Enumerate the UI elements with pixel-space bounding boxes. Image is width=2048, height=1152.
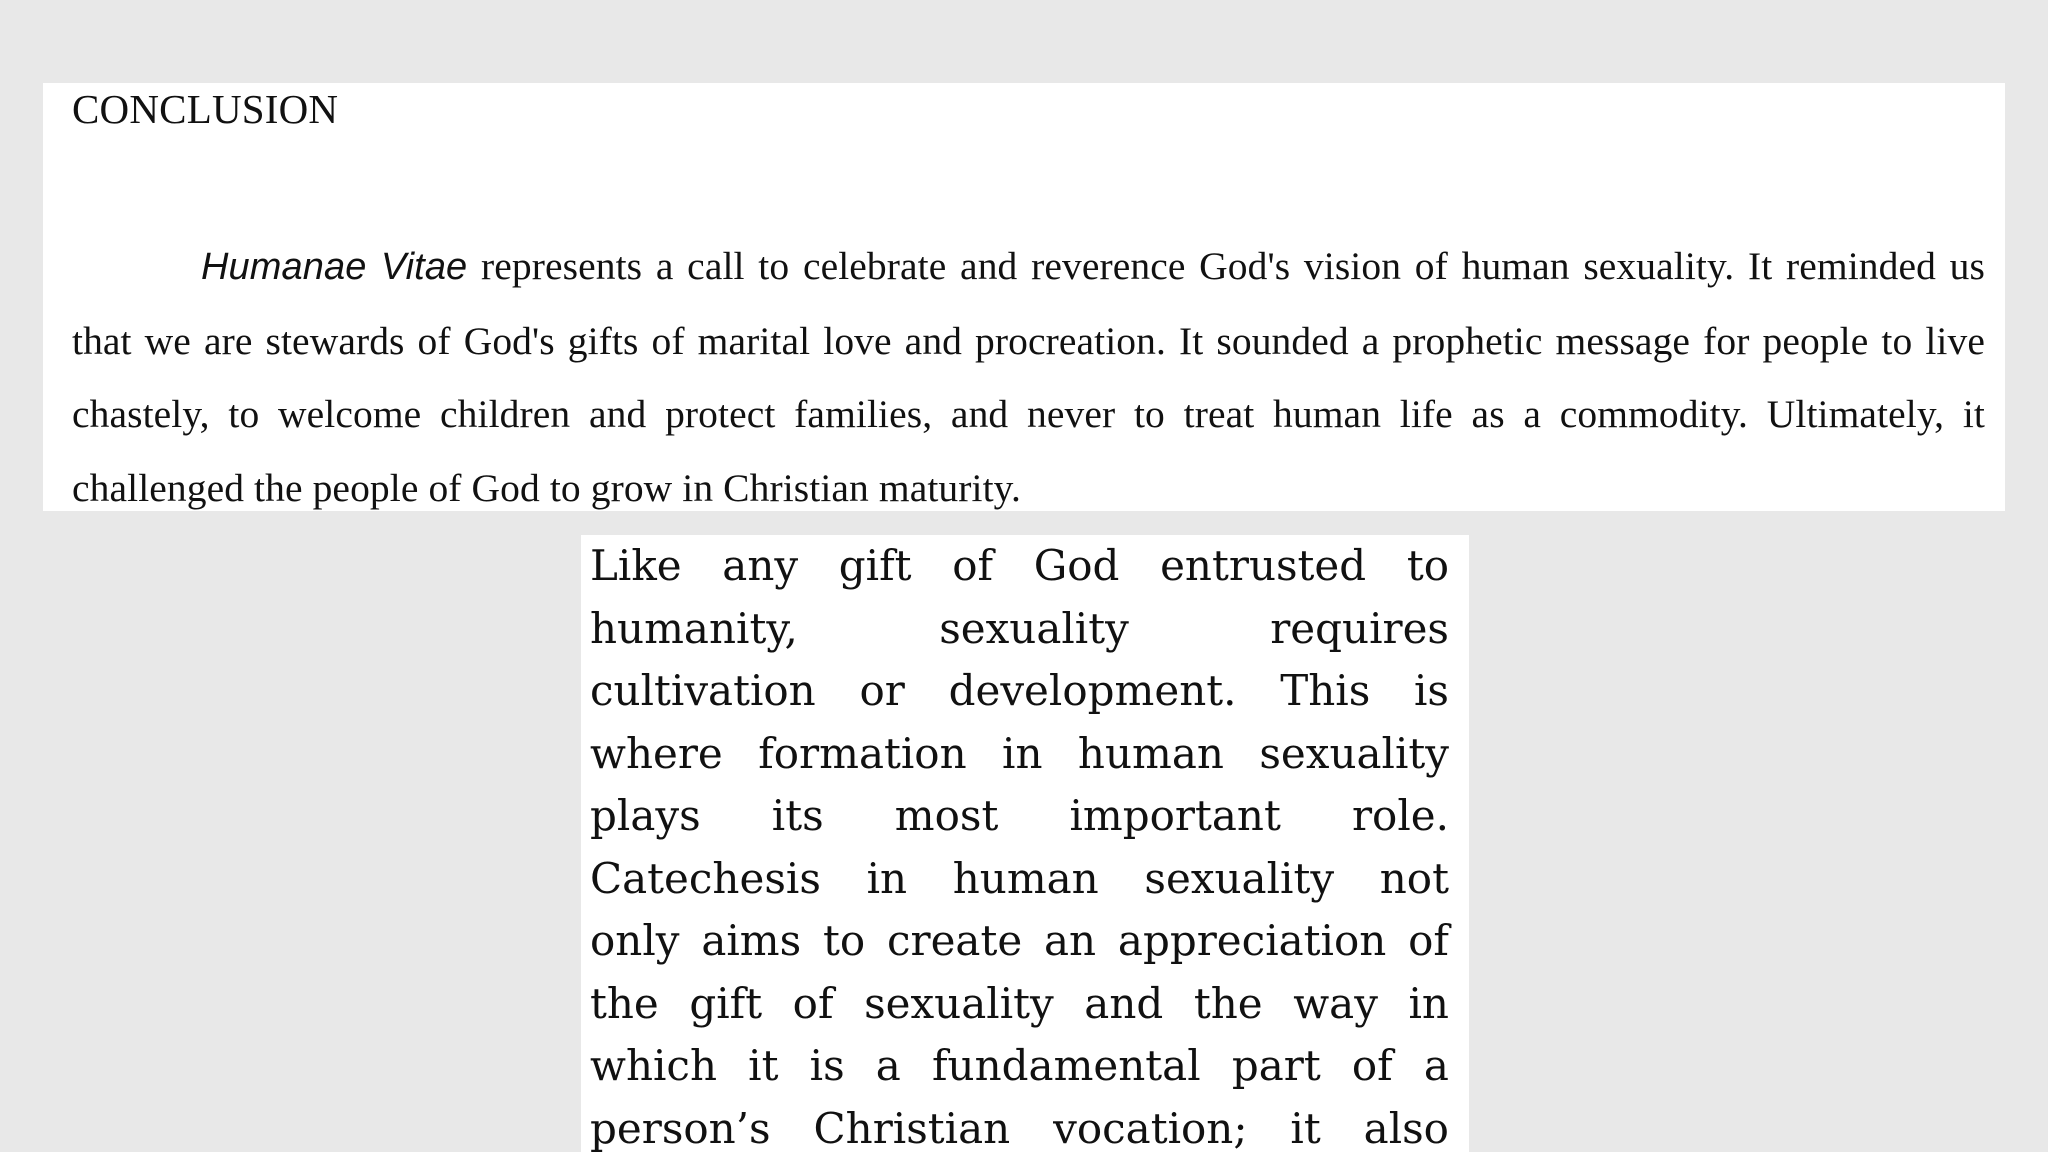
excerpt-line xyxy=(590,848,1449,911)
excerpt-word: This xyxy=(1280,666,1371,715)
excerpt-word: the xyxy=(590,978,659,1028)
excerpt-word: the xyxy=(1193,978,1263,1028)
excerpt-word: role. xyxy=(1351,791,1449,840)
excerpt-word: aims xyxy=(701,916,802,965)
excerpt-word: gift xyxy=(689,978,763,1028)
excerpt-text-block xyxy=(590,535,1449,1152)
excerpt-word: formation xyxy=(758,728,967,778)
excerpt-word: not xyxy=(1379,853,1449,903)
excerpt-word: in xyxy=(866,853,908,903)
excerpt-word: where xyxy=(590,728,723,778)
excerpt-word: important xyxy=(1069,791,1281,840)
conclusion-body-text: represents a call to celebrate and reverence God's vision of human sexuality. It reminded us that we are stewards of God's gifts of marital love and procreation. It sounded a prophetic message for people to live chastely, to welcome children and protect families, and never to treat human life as a commodity. Ultimately, it challenged the people of God to grow in Christian maturity. xyxy=(72,244,1985,510)
excerpt-line xyxy=(590,910,1449,973)
excerpt-line xyxy=(590,973,1449,1036)
excerpt-word: cultivation xyxy=(590,666,816,715)
excerpt-word: sexuality xyxy=(1259,728,1449,778)
excerpt-word: it xyxy=(1290,1103,1321,1152)
excerpt-word: sexuality xyxy=(864,978,1054,1028)
excerpt-word: and xyxy=(1084,978,1164,1028)
excerpt-word: in xyxy=(1408,978,1449,1028)
excerpt-word: human xyxy=(952,853,1099,903)
excerpt-word: vocation; xyxy=(1053,1103,1248,1152)
excerpt-word: also xyxy=(1363,1103,1449,1152)
excerpt-word: entrusted xyxy=(1160,541,1367,590)
excerpt-word: create xyxy=(886,916,1023,965)
section-heading: CONCLUSION xyxy=(72,86,339,132)
excerpt-word: any xyxy=(722,541,799,590)
excerpt-line xyxy=(590,785,1449,848)
excerpt-word: God xyxy=(1033,541,1120,590)
excerpt-word: of xyxy=(952,541,994,590)
conclusion-page xyxy=(43,83,2005,511)
excerpt-word: is xyxy=(1414,666,1449,715)
excerpt-word: an xyxy=(1044,916,1097,965)
excerpt-word: appreciation xyxy=(1117,916,1387,965)
excerpt-word: a xyxy=(1423,1041,1449,1090)
excerpt-line xyxy=(590,1035,1449,1098)
excerpt-word: or xyxy=(859,666,905,715)
excerpt-word: Christian xyxy=(813,1103,1011,1152)
excerpt-word: Catechesis xyxy=(590,853,821,903)
document-title-italic: Humanae Vitae xyxy=(201,246,468,288)
excerpt-word: to xyxy=(822,916,866,965)
excerpt-word: gift xyxy=(838,541,912,590)
excerpt-word: human xyxy=(1077,728,1224,778)
excerpt-line xyxy=(590,535,1449,598)
excerpt-line xyxy=(590,598,1449,661)
excerpt-word: sexuality xyxy=(939,603,1129,653)
excerpt-word: to xyxy=(1406,541,1449,590)
excerpt-page xyxy=(581,535,1469,1152)
excerpt-word: development. xyxy=(948,666,1237,715)
excerpt-line xyxy=(590,723,1449,786)
excerpt-word: only xyxy=(590,916,680,965)
excerpt-word: which xyxy=(590,1041,718,1090)
excerpt-word: of xyxy=(1408,916,1449,965)
excerpt-line xyxy=(590,660,1449,723)
excerpt-word: way xyxy=(1293,978,1378,1028)
excerpt-word: of xyxy=(1351,1041,1393,1090)
excerpt-word: is xyxy=(809,1041,845,1090)
conclusion-paragraph xyxy=(72,230,1985,525)
excerpt-word: it xyxy=(748,1041,779,1090)
excerpt-word: humanity, xyxy=(590,603,798,653)
excerpt-word: Like xyxy=(590,541,682,590)
excerpt-word: most xyxy=(894,791,999,840)
excerpt-word: part xyxy=(1231,1041,1321,1090)
excerpt-line xyxy=(590,1098,1449,1152)
excerpt-word: a xyxy=(875,1041,901,1090)
excerpt-word: its xyxy=(771,791,824,840)
excerpt-word: sexuality xyxy=(1144,853,1335,903)
excerpt-word: in xyxy=(1002,728,1043,778)
excerpt-word: of xyxy=(792,978,834,1028)
excerpt-word: fundamental xyxy=(932,1041,1201,1090)
excerpt-word: plays xyxy=(590,791,701,840)
excerpt-word: person’s xyxy=(590,1103,771,1152)
excerpt-word: requires xyxy=(1270,603,1449,653)
